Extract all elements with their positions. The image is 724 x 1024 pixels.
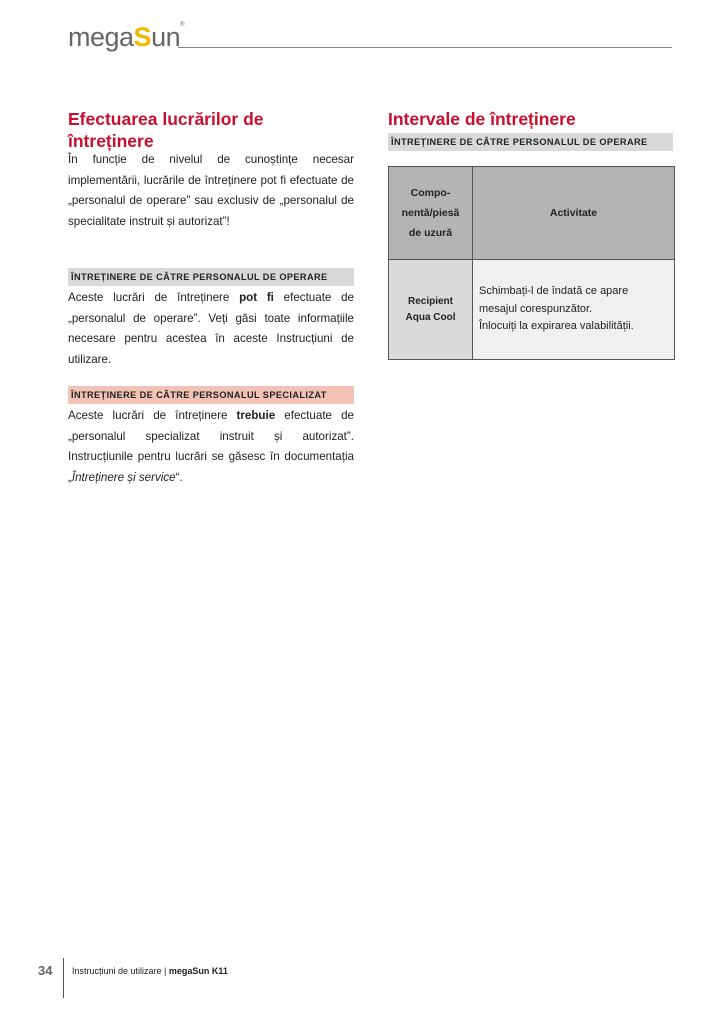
footer-divider: [63, 958, 64, 998]
header-component: Compo-nentă/piesă de uzură: [389, 167, 473, 260]
footer-text: Instrucțiuni de utilizare | megaSun K11: [72, 966, 228, 976]
header-rule: [178, 47, 672, 48]
cell-activity: [473, 260, 675, 360]
table-header-row: [389, 167, 675, 260]
maintenance-table: [388, 166, 675, 360]
operator-heading: ÎNTREȚINERE DE CĂTRE PERSONALUL DE OPERARE: [68, 268, 354, 286]
section-title-right: Intervale de întreținere: [388, 109, 576, 129]
table-row: [389, 260, 675, 360]
specialist-paragraph: Aceste lucrări de întreținere trebuie efectuate de „personalul specializat instruit și autorizat”. Instrucțiunile pentru lucrări se găsesc în documentația „Întreținere și service“.: [68, 409, 354, 484]
header-activity: Activitate: [473, 167, 675, 260]
cell-component: Recipient Aqua Cool: [389, 260, 473, 360]
operator-paragraph: Aceste lucrări de întreținere pot fi efectuate de „personalul de operare”. Veți găsi toate informațiile necesare pentru acestea în aceste Instrucțiuni de utilizare.: [68, 291, 354, 366]
megasun-logo: megaSun®: [68, 22, 185, 52]
activity-line: Înlocuiți la expirarea valabilității.: [479, 320, 634, 333]
section-title-left: Efectuarea lucrărilor de întreținere: [68, 109, 264, 151]
intro-paragraph: În funcție de nivelul de cunoștințe necesar implementării, lucrările de întreținere pot fi efectuate de „personalul de operare” sau exclusiv de „personalul de specialitate instruit și autorizat”!: [68, 153, 354, 228]
page-number: 34: [38, 963, 53, 978]
specialist-heading: ÎNTREȚINERE DE CĂTRE PERSONALUL SPECIALIZAT: [68, 386, 354, 404]
intervals-heading: ÎNTREȚINERE DE CĂTRE PERSONALUL DE OPERARE: [388, 133, 673, 151]
activity-line: Schimbați-l de îndată ce apare mesajul corespunzător.: [479, 285, 629, 315]
